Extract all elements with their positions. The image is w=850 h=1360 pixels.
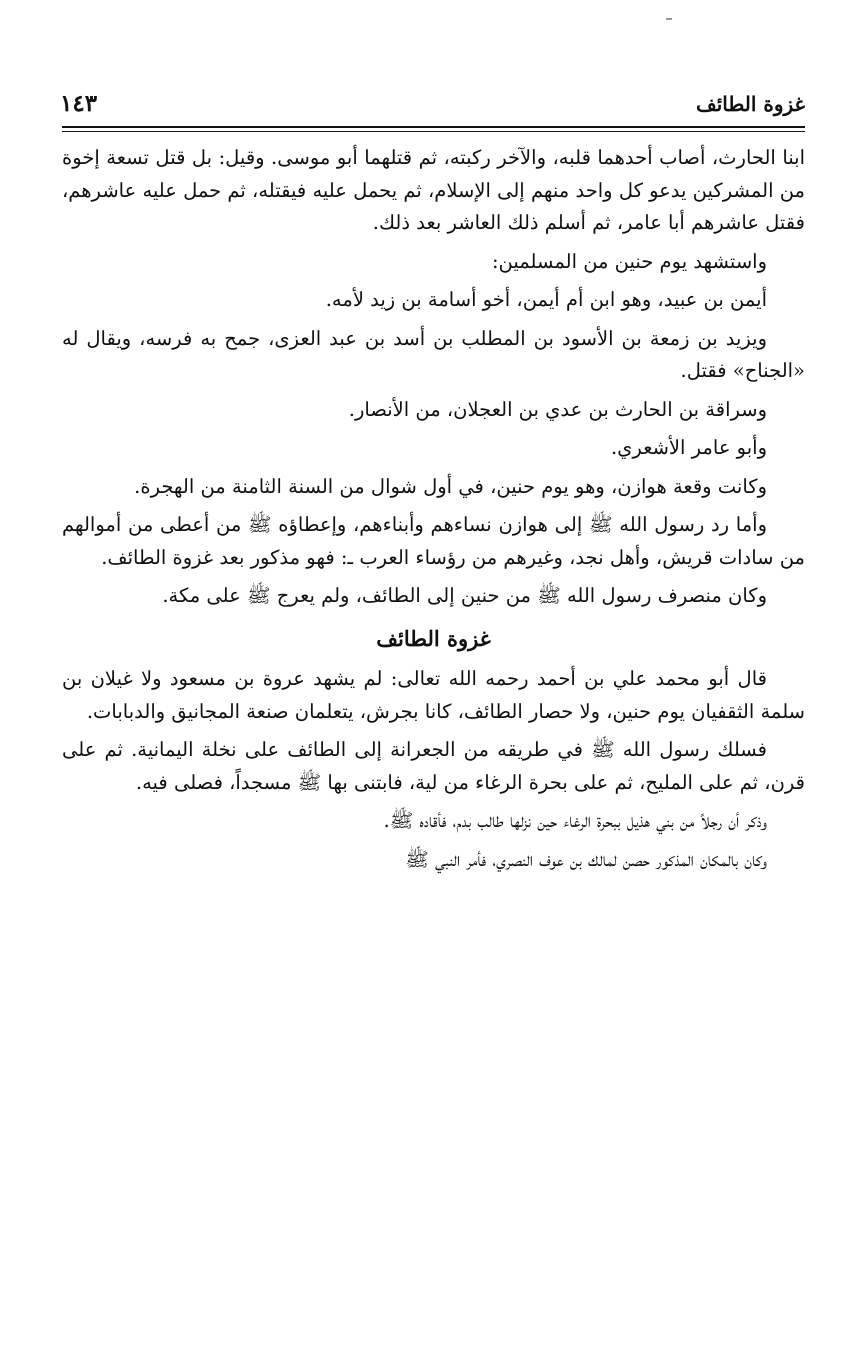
section-title: غزوة الطائف bbox=[376, 625, 491, 651]
paragraph: وأما رد رسول الله ﷺ إلى هوازن نساءهم وأبناءهم، وإعطاؤه ﷺ من أعطى من أموالهم من سادات قريش، وأهل نجد، وغيرهم من رؤساء العرب ـ: فهو مذكور بعد غزوة الطائف. bbox=[62, 513, 805, 569]
paragraph: وسراقة بن الحارث بن عدي بن العجلان، من الأنصار. bbox=[348, 397, 767, 421]
paragraph: فسلك رسول الله ﷺ في طريقه من الجعرانة إلى الطائف على نخلة اليمانية. ثم على قرن، ثم على المليح، ثم على بحرة الرغاء من لية، فابتنى بها ﷺ مسجداً، فصلى فيه. bbox=[62, 738, 805, 794]
page-number: ١٤٣ bbox=[60, 90, 98, 117]
page-header bbox=[60, 92, 805, 122]
paragraph: قال أبو محمد علي بن أحمد رحمه الله تعالى: لم يشهد عروة بن مسعود ولا غيلان بن سلمة الثقفيان يوم حنين، ولا حصار الطائف، كانا بجرش، يتعلمان صنعة المجانيق والدبابات. bbox=[62, 667, 805, 723]
header-rule-thin bbox=[62, 131, 805, 132]
paragraph: ابنا الحارث، أصاب أحدهما قلبه، والآخر ركبته، ثم قتلهما أبو موسى. وقيل: بل قتل تسعة إخوة من المشركين يدعو كل واحد منهم إلى الإسلام، ثم يحمل عليه فيقتله، ثم حمل عليه عاشرهم، فقتل عاشرهم أبا عامر، ثم أسلم ذلك العاشر بعد ذلك. bbox=[62, 146, 805, 234]
scan-mark bbox=[666, 18, 672, 20]
paragraph: وكانت وقعة هوازن، وهو يوم حنين، في أول شوال من السنة الثامنة من الهجرة. bbox=[134, 474, 767, 498]
header-rule-thick bbox=[62, 126, 805, 128]
paragraph: واستشهد يوم حنين من المسلمين: bbox=[491, 249, 767, 273]
paragraph: وكان بالمكان المذكور حصن لمالك بن عوف النصري، فأمر النبي ﷺ bbox=[405, 847, 767, 871]
page-body bbox=[62, 142, 805, 882]
paragraph: ويزيد بن زمعة بن الأسود بن المطلب بن أسد بن عبد العزى، جمح به فرسه، ويقال له «الجناح» فقتل. bbox=[62, 326, 805, 382]
paragraph: وذكر أن رجلاً من بني هذيل ببحرة الرغاء حين نزلها طالب بدم، فأقاده ﷺ. bbox=[383, 809, 767, 832]
paragraph: وكان منصرف رسول الله ﷺ من حنين إلى الطائف، ولم يعرج ﷺ على مكة. bbox=[162, 584, 767, 607]
running-title: غزوة الطائف bbox=[695, 92, 805, 116]
paragraph: وأبو عامر الأشعري. bbox=[610, 436, 767, 459]
paragraph: أيمن بن عبيد، وهو ابن أم أيمن، أخو أسامة بن زيد لأمه. bbox=[325, 288, 767, 311]
